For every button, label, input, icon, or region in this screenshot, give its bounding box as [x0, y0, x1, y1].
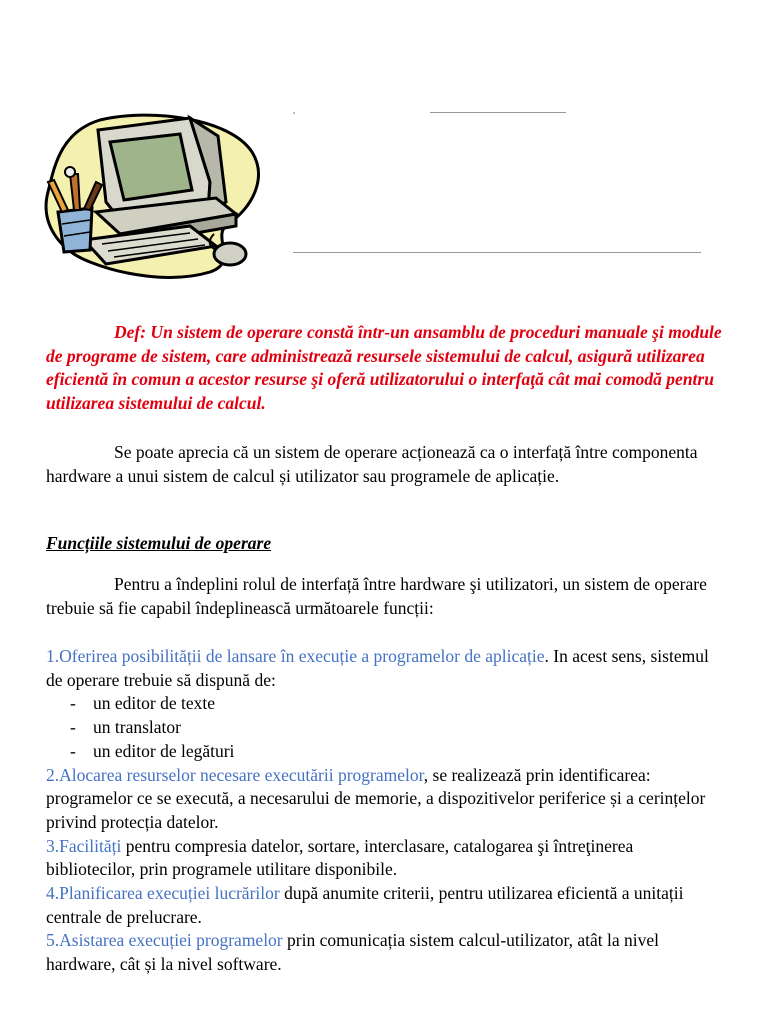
role-text: Pentru a îndeplini rolul de interfață între hardware şi utilizatori, un sistem de operare trebuie să fie capabil îndeplinească următoarele funcții:: [46, 574, 707, 618]
function-title: 1.Oferirea posibilității de lansare în execuție a programelor de aplicație: [46, 646, 545, 666]
computer-clipart-icon: [40, 112, 265, 284]
function-title: 4.Planificarea execuției lucrărilor: [46, 883, 280, 904]
section-heading: Funcțiile sistemului de operare: [46, 533, 272, 553]
list-item-text: un editor de texte: [93, 693, 215, 714]
function-item-5: [46, 929, 726, 976]
function-item-1: [46, 645, 726, 692]
horizontal-rule-top: [430, 112, 566, 113]
function-text: . In acest sens, sistemul de operare trebuie să dispună de:: [46, 646, 709, 690]
dash-bullet-icon: -: [70, 717, 76, 738]
function-text: pentru compresia datelor, sortare, interclasare, catalogarea şi întreţinerea bibliotecilor, prin programele utilitare disponibile.: [46, 835, 634, 880]
intro-paragraph: [46, 441, 726, 488]
list-item: [46, 692, 726, 716]
intro-text: Se poate aprecia că un sistem de operare acționează ca o interfață între componenta hardware a unui sistem de calcul și utilizator sau programele de aplicație.: [46, 442, 698, 486]
role-paragraph: [46, 573, 726, 620]
dash-bullet-icon: -: [70, 693, 76, 714]
list-item-text: un editor de legături: [93, 740, 235, 761]
function-title: 3.Facilități: [46, 835, 122, 856]
function-text: , se realizează prin identificarea: programelor ce se execută, a necesarului de memorie, a dispozitivelor periferice și a cerințelor privind protecția datelor.: [46, 764, 706, 832]
list-item: [46, 740, 726, 764]
function-text: prin comunicația sistem calcul-utilizator, atât la nivel hardware, cât și la nivel software.: [46, 930, 660, 975]
definition-paragraph: [46, 321, 726, 416]
horizontal-rule-bottom: [293, 252, 701, 253]
function-title: 5.Asistarea execuției programelor: [46, 930, 283, 951]
function-item-2: [46, 764, 726, 835]
function-title: 2.Alocarea resurselor necesare executării programelor: [46, 764, 424, 785]
function-item-3: [46, 835, 726, 882]
tools-list: [46, 692, 726, 763]
function-item-4: [46, 882, 726, 929]
definition-text: Def: Un sistem de operare constă într-un ansamblu de proceduri manuale şi module de programe de sistem, care administrează resursele sistemului de calcul, asigură utilizarea eficientă în comun a acestor resurse şi oferă utilizatorului o interfaţă cât mai comodă pentru utilizarea sistemului de calcul.: [46, 322, 722, 414]
dash-bullet-icon: -: [70, 740, 76, 761]
function-text: după anumite criterii, pentru utilizarea eficientă a unitații centrale de prelucrare.: [46, 883, 684, 927]
list-item-text: un translator: [93, 717, 181, 738]
image-artifact-dot: [293, 112, 295, 114]
list-item: [46, 716, 726, 740]
functions-list: [46, 645, 726, 977]
